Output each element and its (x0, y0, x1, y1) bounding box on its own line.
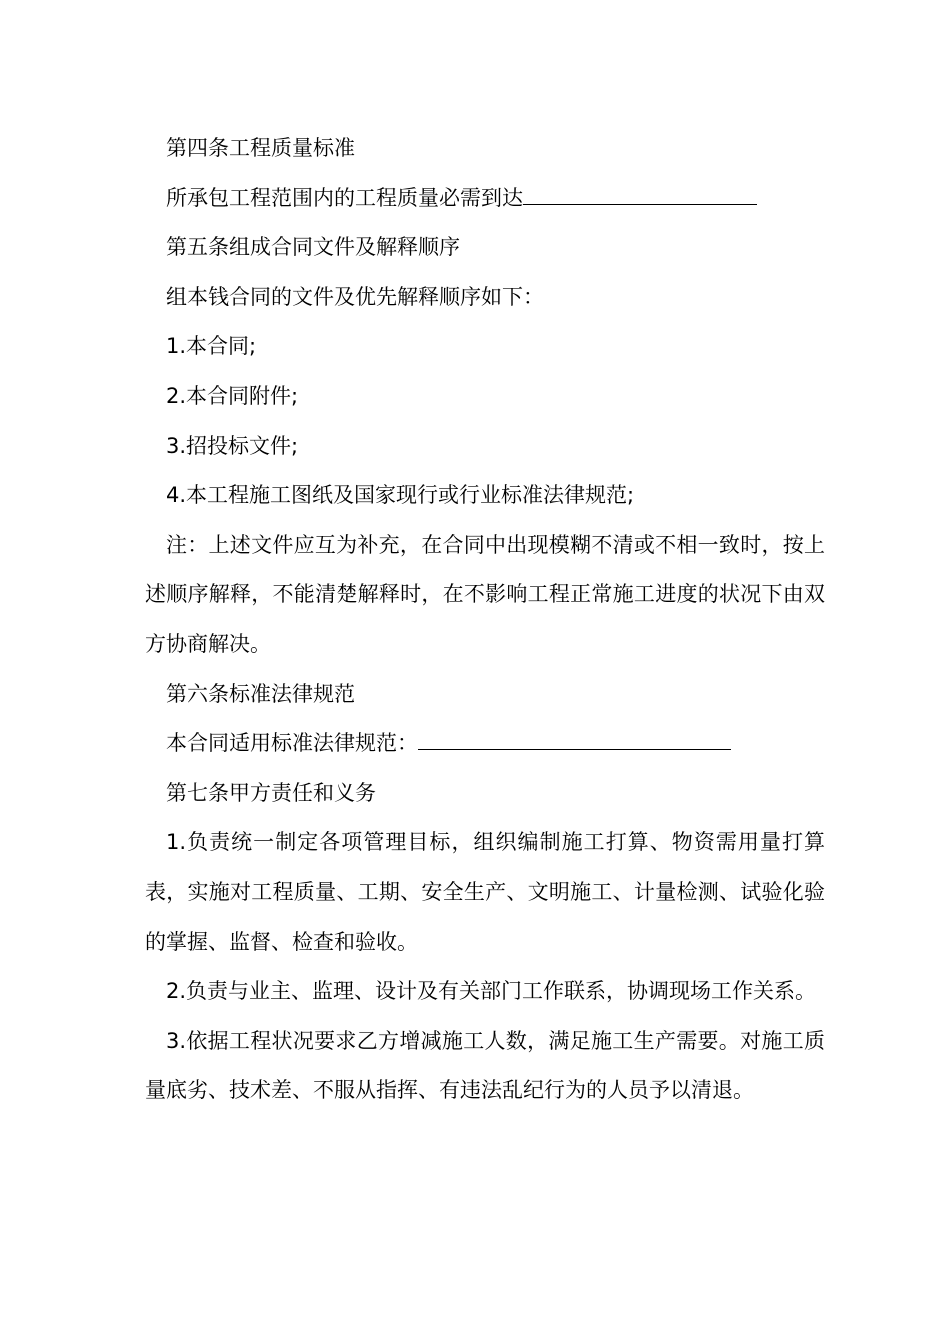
duty-item-3-text: 3.依据工程状况要求乙方增减施工人数，满足施工生产需要。对施工质量底劣、技术差、不服从指挥、有违法乱纪行为的人员予以清退。 (145, 1028, 825, 1103)
note-paragraph-text: 注：上述文件应互为补充，在合同中出现模糊不清或不相一致时，按上述顺序解释，不能清楚解释时，在不影响工程正常施工进度的状况下由双方协商解决。 (145, 532, 825, 656)
contract-docs-intro-text: 组本钱合同的文件及优先解释顺序如下： (166, 284, 544, 309)
list-item-1 (145, 322, 825, 372)
list-item-4 (145, 471, 825, 521)
quality-standard-line (145, 174, 825, 224)
list-item-3-text: 3.招投标文件; (166, 433, 299, 458)
duty-item-1 (145, 818, 825, 967)
article-7-heading-text: 第七条甲方责任和义务 (166, 780, 376, 805)
duty-item-1-text: 1.负责统一制定各项管理目标，组织编制施工打算、物资需用量打算表，实施对工程质量、工期、安全生产、文明施工、计量检测、试验化验的掌握、监督、检查和验收。 (145, 830, 825, 954)
article-7-heading (145, 769, 825, 819)
duty-item-3 (145, 1017, 825, 1116)
article-5-heading (145, 223, 825, 273)
applicable-standards-text: 本合同适用标准法律规范： (166, 731, 418, 756)
duty-item-2-text: 2.负责与业主、监理、设计及有关部门工作联系，协调现场工作关系。 (166, 979, 817, 1004)
list-item-2 (145, 372, 825, 422)
note-paragraph (145, 521, 825, 670)
list-item-2-text: 2.本合同附件; (166, 383, 299, 408)
applicable-standards-line (145, 719, 825, 769)
list-item-4-text: 4.本工程施工图纸及国家现行或行业标准法律规范; (166, 483, 635, 508)
article-6-heading (145, 670, 825, 720)
article-4-heading-text: 第四条工程质量标准 (166, 136, 355, 160)
quality-standard-blank[interactable] (523, 184, 757, 205)
quality-standard-text: 所承包工程范围内的工程质量必需到达 (166, 185, 523, 210)
article-5-heading-text: 第五条组成合同文件及解释顺序 (166, 235, 460, 260)
list-item-1-text: 1.本合同; (166, 334, 257, 359)
list-item-3 (145, 422, 825, 472)
article-6-heading-text: 第六条标准法律规范 (166, 681, 355, 706)
document-body (145, 124, 825, 1116)
article-4-heading (145, 124, 825, 174)
contract-docs-intro (145, 273, 825, 323)
duty-item-2 (145, 967, 825, 1017)
applicable-standards-blank[interactable] (418, 729, 731, 750)
